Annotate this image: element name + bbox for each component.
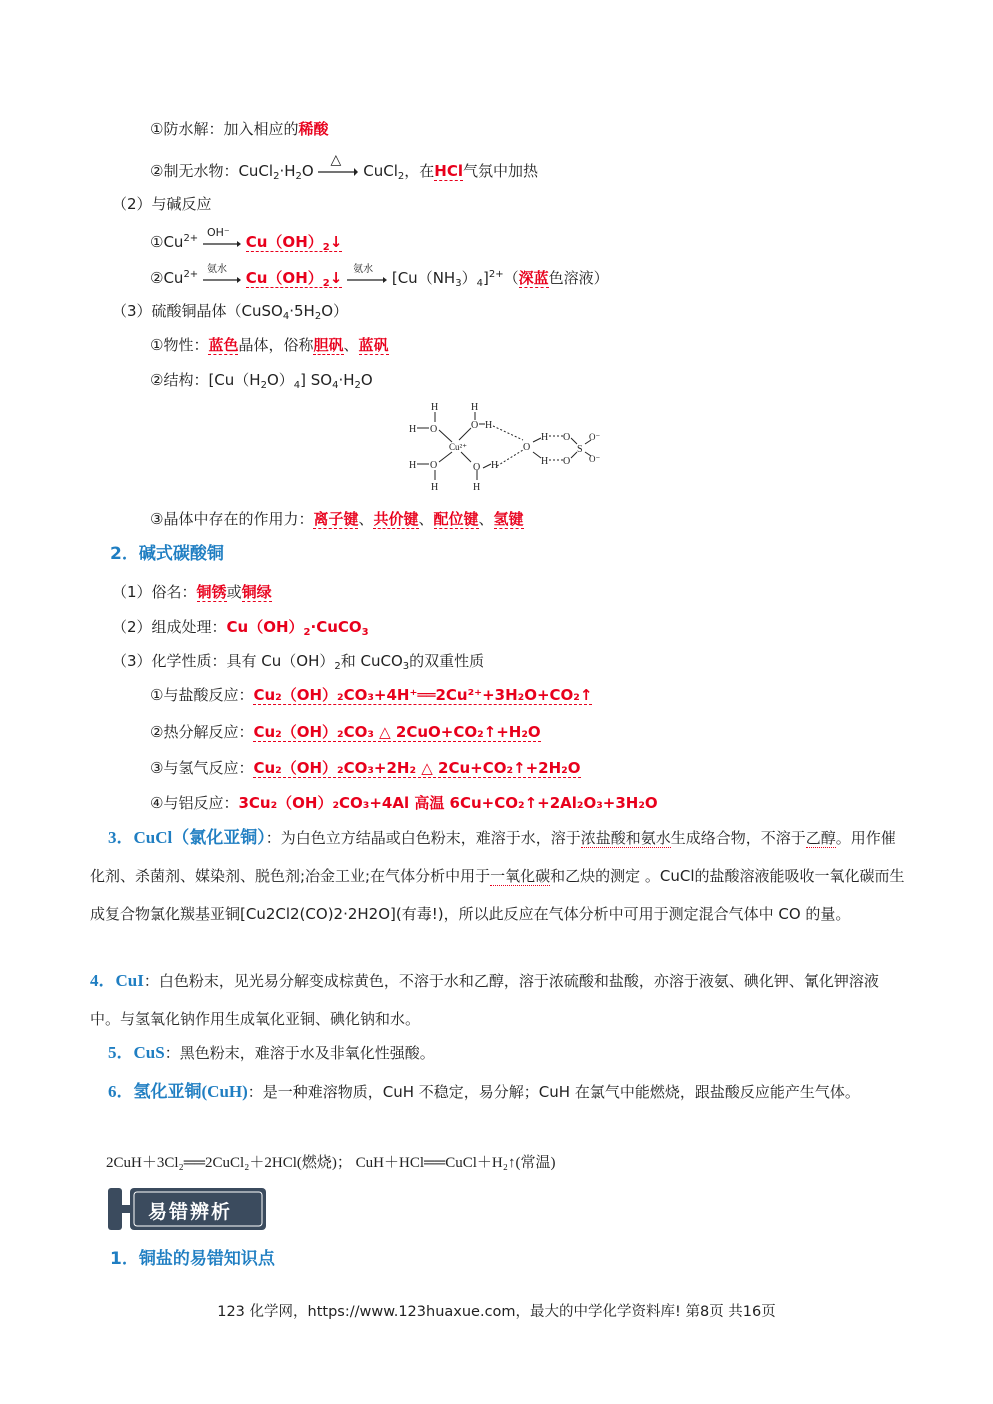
- o-atom: O: [523, 442, 531, 453]
- cuh-paragraph: 6．氢化亚铜(CuH)：是一种难溶物质，CuH 不稳定，易分解；CuH 在氯气中能燃烧，跟盐酸反应能产生气体。: [108, 1082, 860, 1101]
- o-atom: O: [563, 456, 571, 467]
- o-minus-atom: O⁻: [589, 432, 601, 442]
- cuh-equation: 2CuH＋3Cl₂══2CuCl₂＋2HCl(燃烧)； CuH＋HCl══CuCl＋H₂↑(常温): [106, 1155, 556, 1171]
- h-atom: H: [431, 482, 439, 493]
- ammonia-arrow-2: 氨水: [347, 268, 387, 290]
- anti-hydrolysis-line: ①防水解：加入相应的稀酸: [150, 120, 329, 138]
- o-atom: O: [430, 424, 438, 435]
- error-analysis-tag: 易错辨析: [108, 1188, 266, 1230]
- o-atom: O: [473, 462, 481, 473]
- cu-ion: Cu²⁺: [449, 442, 467, 452]
- o-atom: O: [430, 460, 438, 471]
- cucl-paragraph: 3．CuCl（氯化亚铜）：为白色立方结晶或白色粉末，难溶于水，溶于浓盐酸和氨水生成络合物，不溶于乙醇。用作催化剂、杀菌剂、媒染剂、脱色剂;冶金工业;在气体分析中用于一氧化碳和乙炔的测定 。CuCl的盐酸溶液能吸收一氧化碳而生成复合物氯化羰基亚铜[Cu2Cl2(CO)2·2H2O](有毒!)，所以此反应在气体分析中可用于测定混合气体中 CO 的量。: [90, 828, 905, 923]
- cui-paragraph: 4．CuI：白色粉末，见光易分解变成棕黄色，不溶于水和乙醇，溶于浓硫酸和盐酸，亦溶于液氨、碘化钾、氰化钾溶液中。与氢氧化钠作用生成氧化亚铜、碘化钠和水。: [90, 971, 879, 1028]
- base-reaction-1: $①Cu^{2+}$ OH⁻ $Cu(OH)_2↓$: [150, 225, 343, 253]
- o-atom: O: [471, 420, 479, 431]
- s-atom: S: [577, 444, 583, 455]
- physical-property-line: ①物性：蓝色晶体，俗称胆矾、蓝矾: [150, 336, 389, 354]
- section-base-reaction: （2）与碱反应: [112, 195, 212, 213]
- reaction-hydrogen: ③与氢气反应：Cu₂（OH）₂CO₃+2H₂ △ 2Cu+CO₂↑+2H₂O: [150, 759, 581, 777]
- h-atom: H: [473, 482, 481, 493]
- chemical-property-line: （3）化学性质：具有 $Cu(OH)_2$和 CuCO$_3$的双重性质: [112, 652, 485, 672]
- h-atom: H: [471, 402, 479, 413]
- h-atom: H: [491, 460, 499, 471]
- h-atom: H: [485, 420, 493, 431]
- h-atom: H: [409, 460, 417, 471]
- copper-sulfate-structure-diagram: [405, 400, 605, 496]
- h-atom: H: [431, 402, 439, 413]
- structure-line: ②结构：$[Cu(H_2O)_4]$ $SO_4\cdot H_2O$: [150, 371, 373, 391]
- common-name-line: （1）俗名：铜锈或铜绿: [112, 583, 272, 601]
- o-atom: O: [563, 432, 571, 443]
- copper-salt-mistakes-heading: 1．铜盐的易错知识点: [110, 1249, 275, 1269]
- reaction-arrow: OH⁻: [203, 232, 241, 254]
- reaction-hcl: ①与盐酸反应：Cu₂（OH）₂CO₃+4H⁺══2Cu²⁺+3H₂O+CO₂↑: [150, 686, 593, 704]
- o-minus-atom: O⁻: [589, 454, 601, 464]
- base-reaction-2: $②Cu^{2+}$ 氨水 $Cu(OH)_2↓$ 氨水 $[Cu(NH_3)_4]^{2+}$（深蓝色溶液）: [150, 263, 609, 289]
- reaction-thermal: ②热分解反应：Cu₂（OH）₂CO₃ △ 2CuO+CO₂↑+H₂O: [150, 723, 541, 741]
- section-basic-copper-carbonate: 2．碱式碳酸铜: [110, 544, 224, 564]
- h-atom: H: [541, 456, 549, 467]
- ammonia-arrow-1: 氨水: [203, 268, 241, 290]
- h-atom: H: [409, 424, 417, 435]
- section-copper-sulfate-crystal: （3）硫酸铜晶体$(CuSO_4\cdot 5H_2O)$: [112, 302, 349, 322]
- forces-line: ③晶体中存在的作用力：离子键、共价键、配位键、氢键: [150, 510, 524, 528]
- heat-arrow: △: [318, 161, 358, 183]
- composition-line: （2）组成处理：$Cu(OH)_2\cdot CuCO_3$: [112, 618, 369, 638]
- page-footer: 123 化学网，https://www.123huaxue.com，最大的中学化学资料库! 第8页 共16页: [217, 1304, 776, 1320]
- cus-paragraph: 5．CuS：黑色粉末，难溶于水及非氧化性强酸。: [108, 1043, 435, 1062]
- anhydrous-line: ②制无水物：$CuCl_2\cdot H_2O$ △ CuCl$_2$，在HCl气氛中加热: [150, 151, 539, 182]
- reaction-aluminum: ④与铝反应：3Cu₂（OH）₂CO₃+4Al 高温 6Cu+CO₂↑+2Al₂O₃+3H₂O: [150, 794, 658, 812]
- h-atom: H: [541, 432, 549, 443]
